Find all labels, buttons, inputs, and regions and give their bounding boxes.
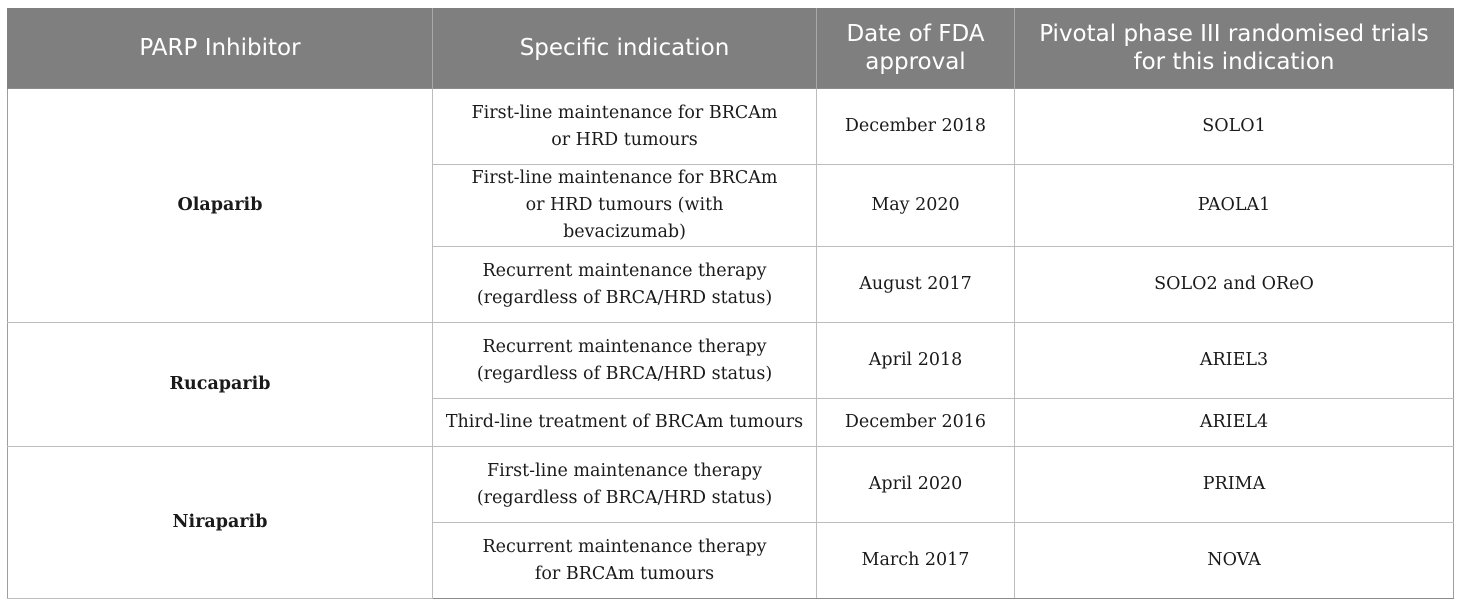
approval-date-cell: April 2020	[817, 447, 1015, 523]
trial-cell: PAOLA1	[1015, 165, 1454, 247]
header-specific-indication: Specific indication	[433, 8, 817, 89]
indication-cell: Recurrent maintenance therapy (regardless of BRCA/HRD status)	[433, 323, 817, 399]
header-parp-inhibitor: PARP Inhibitor	[8, 8, 433, 89]
trial-cell: NOVA	[1015, 523, 1454, 599]
approval-date-cell: April 2018	[817, 323, 1015, 399]
parp-inhibitor-table	[7, 8, 1454, 599]
indication-cell: Third-line treatment of BRCAm tumours	[433, 399, 817, 447]
drug-name-cell: Olaparib	[8, 89, 433, 323]
trial-cell: SOLO2 and OReO	[1015, 247, 1454, 323]
drug-name-cell: Rucaparib	[8, 323, 433, 447]
drug-name-cell: Niraparib	[8, 447, 433, 599]
header-pivotal-trials: Pivotal phase III randomised trials for this indication	[1015, 8, 1454, 89]
trial-cell: ARIEL3	[1015, 323, 1454, 399]
approval-date-cell: December 2018	[817, 89, 1015, 165]
table-row	[8, 89, 1454, 165]
indication-cell: Recurrent maintenance therapy for BRCAm tumours	[433, 523, 817, 599]
trial-cell: SOLO1	[1015, 89, 1454, 165]
indication-cell: First-line maintenance for BRCAm or HRD tumours (with bevacizumab)	[433, 165, 817, 247]
indication-cell: First-line maintenance for BRCAm or HRD tumours	[433, 89, 817, 165]
table-row	[8, 323, 1454, 399]
trial-cell: PRIMA	[1015, 447, 1454, 523]
indication-cell: First-line maintenance therapy (regardless of BRCA/HRD status)	[433, 447, 817, 523]
approval-date-cell: December 2016	[817, 399, 1015, 447]
approval-date-cell: May 2020	[817, 165, 1015, 247]
trial-cell: ARIEL4	[1015, 399, 1454, 447]
approval-date-cell: August 2017	[817, 247, 1015, 323]
table-header-row	[8, 8, 1454, 89]
approval-date-cell: March 2017	[817, 523, 1015, 599]
indication-cell: Recurrent maintenance therapy (regardless of BRCA/HRD status)	[433, 247, 817, 323]
header-fda-approval-date: Date of FDA approval	[817, 8, 1015, 89]
table-row	[8, 447, 1454, 523]
